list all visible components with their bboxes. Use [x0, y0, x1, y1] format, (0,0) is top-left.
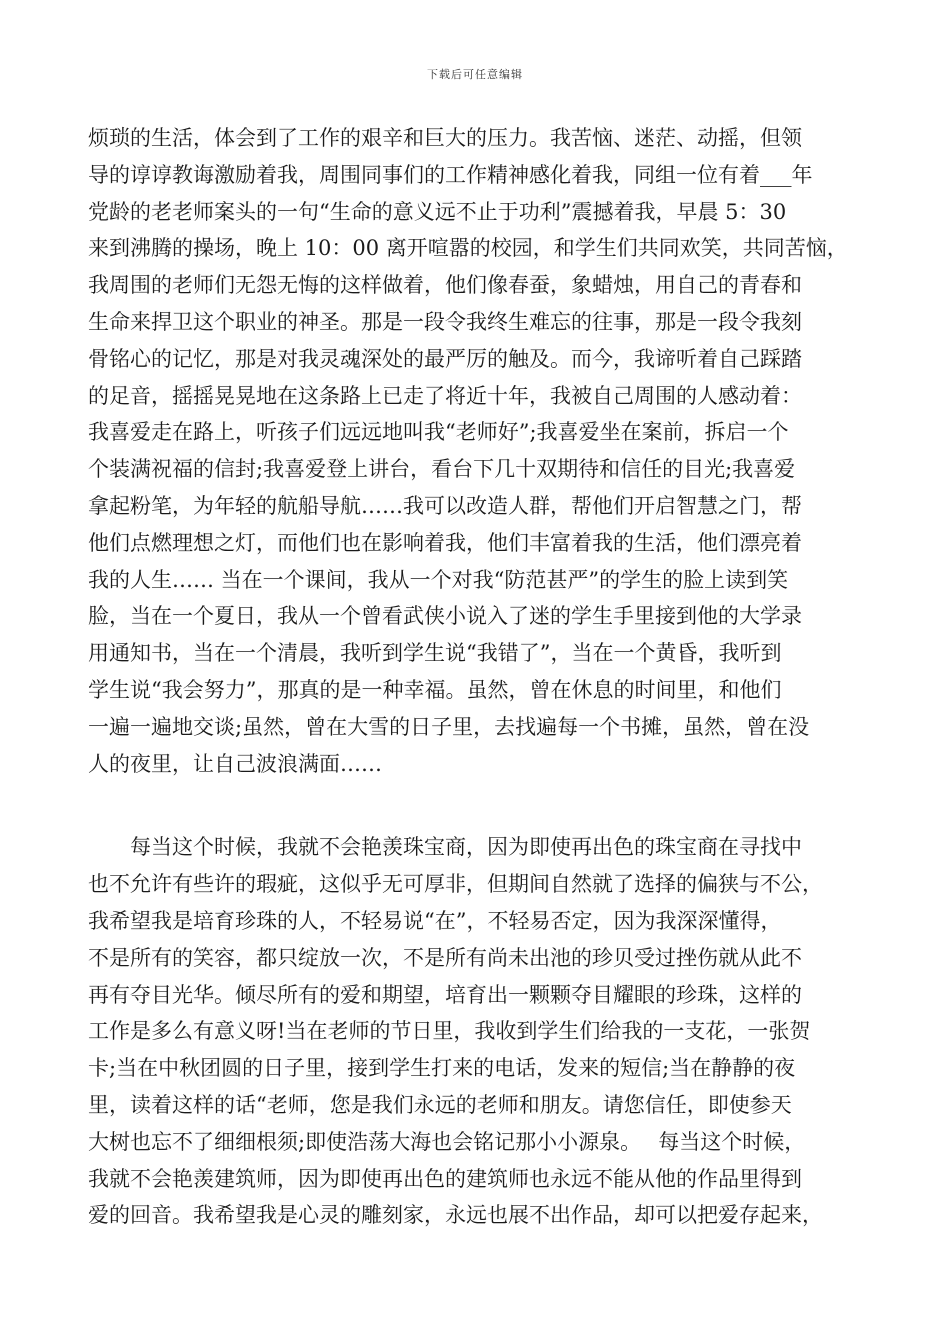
text-line: 脸，当在一个夏日，我从一个曾看武侠小说入了迷的学生手里接到他的大学录	[88, 604, 802, 629]
paragraph-gap	[88, 782, 868, 829]
text-line: 不是所有的笑容，都只绽放一次，不是所有尚未出池的珍贝受过挫伤就从此不	[88, 945, 802, 970]
text-line: 一遍一遍地交谈;虽然，曾在大雪的日子里，去找遍每一个书摊，虽然，曾在没	[88, 714, 810, 739]
text-line: 烦琐的生活，体会到了工作的艰辛和巨大的压力。我苦恼、迷茫、动摇，但领	[88, 126, 802, 150]
text-line: 再有夺目光华。倾尽所有的爱和期望，培育出一颗颗夺目耀眼的珍珠，这样的	[88, 982, 802, 1007]
text-line: 每当这个时候，我就不会艳羡珠宝商，因为即使再出色的珠宝商在寻找中	[88, 835, 802, 860]
text-line: 学生说“我会努力”，那真的是一种幸福。虽然，曾在休息的时间里，和他们	[88, 677, 782, 702]
text-line: 工作是多么有意义呀!当在老师的节日里，我收到学生们给我的一支花，一张贺	[88, 1019, 811, 1044]
page-header: 下载后可任意编辑	[427, 68, 523, 81]
document-body	[88, 120, 868, 1234]
text-line: 导的谆谆教诲激励着我，周围同事们的工作精神感化着我，同组一位有着___年	[88, 162, 813, 187]
text-line: 我喜爱走在路上，听孩子们远远地叫我“老师好”;我喜爱坐在案前，拆启一个	[88, 420, 789, 445]
text-line: 里，读着这样的话“老师，您是我们永远的老师和朋友。请您信任，即使参天	[88, 1092, 792, 1117]
paragraph-1	[88, 120, 868, 782]
text-line: 也不允许有些许的瑕疵，这似乎无可厚非，但期间自然就了选择的偏狭与不公，	[88, 872, 823, 897]
text-line: 卡;当在中秋团圆的日子里，接到学生打来的电话，发来的短信;当在静静的夜	[88, 1056, 796, 1081]
text-line: 党龄的老老师案头的一句“生命的意义远不止于功利”震撼着我，早晨 5：30	[88, 199, 787, 224]
text-line: 的足音，摇摇晃晃地在这条路上已走了将近十年，我被自己周围的人感动着：	[88, 383, 802, 408]
text-line: 生命来捍卫这个职业的神圣。那是一段令我终生难忘的往事，那是一段令我刻	[88, 309, 802, 334]
text-line: 个装满祝福的信封;我喜爱登上讲台，看台下几十双期待和信任的目光;我喜爱	[88, 457, 796, 482]
text-line: 大树也忘不了细细根须;即使浩荡大海也会铭记那小小源泉。 每当这个时候，	[88, 1129, 806, 1154]
text-line: 我的人生…… 当在一个课间，我从一个对我“防范甚严”的学生的脸上读到笑	[88, 567, 789, 592]
text-line: 来到沸腾的操场，晚上 10：00 离开喧嚣的校园，和学生们共同欢笑，共同苦恼，	[88, 236, 848, 261]
text-line: 爱的回音。我希望我是心灵的雕刻家，永远也展不出作品，却可以把爱存起来，	[88, 1203, 823, 1228]
text-line: 人的夜里，让自己波浪满面……	[88, 751, 382, 776]
text-line: 我就不会艳羡建筑师，因为即使再出色的建筑师也永远不能从他的作品里得到	[88, 1166, 802, 1191]
text-line: 我周围的老师们无怨无悔的这样做着，他们像春蚕，象蜡烛，用自己的青春和	[88, 273, 802, 298]
text-line: 我希望我是培育珍珠的人，不轻易说“在”，不轻易否定，因为我深深懂得，	[88, 908, 782, 933]
text-line: 用通知书，当在一个清晨，我听到学生说“我错了”，当在一个黄昏，我听到	[88, 641, 782, 666]
text-line: 骨铭心的记忆，那是对我灵魂深处的最严厉的触及。而今，我谛听着自己踩踏	[88, 346, 802, 371]
text-line: 他们点燃理想之灯，而他们也在影响着我，他们丰富着我的生活，他们漂亮着	[88, 530, 802, 555]
paragraph-2	[88, 829, 868, 1234]
text-line: 拿起粉笔，为年轻的航船导航……我可以改造人群，帮他们开启智慧之门，帮	[88, 493, 802, 518]
